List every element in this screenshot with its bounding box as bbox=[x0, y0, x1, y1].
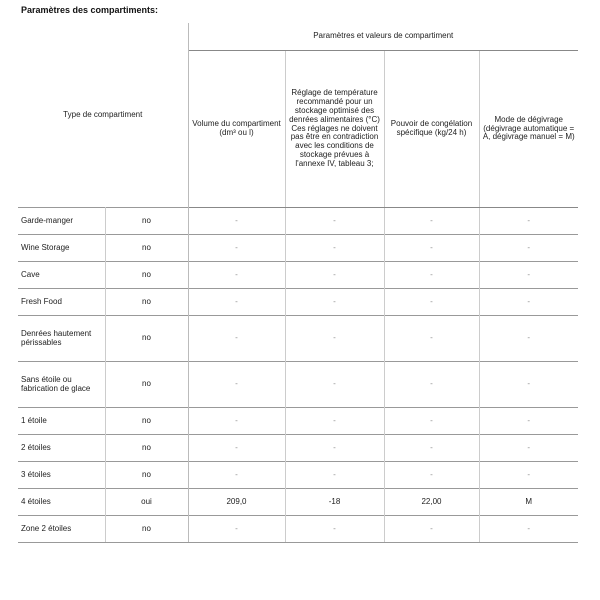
temperature-value: - bbox=[285, 289, 384, 316]
header-row-group bbox=[18, 23, 578, 51]
defrost-mode-value: - bbox=[479, 316, 578, 362]
compartment-name: Zone 2 étoiles bbox=[18, 516, 105, 543]
table-row bbox=[18, 262, 578, 289]
volume-value: - bbox=[188, 316, 285, 362]
freezing-capacity-value: - bbox=[384, 289, 479, 316]
compartment-name: Cave bbox=[18, 262, 105, 289]
compartment-name: 2 étoiles bbox=[18, 435, 105, 462]
volume-value: 209,0 bbox=[188, 489, 285, 516]
table-row bbox=[18, 516, 578, 543]
compartment-presence: no bbox=[105, 208, 188, 235]
defrost-mode-value: - bbox=[479, 516, 578, 543]
temperature-value: - bbox=[285, 208, 384, 235]
freezing-capacity-value: - bbox=[384, 516, 479, 543]
compartment-presence: oui bbox=[105, 489, 188, 516]
volume-value: - bbox=[188, 462, 285, 489]
temperature-value: - bbox=[285, 516, 384, 543]
defrost-mode-value: - bbox=[479, 235, 578, 262]
temperature-value: - bbox=[285, 462, 384, 489]
table-row bbox=[18, 435, 578, 462]
table-row bbox=[18, 489, 578, 516]
column-header-defrost-mode: Mode de dégivrage (dégivrage automatique = A, dégivrage manuel = M) bbox=[479, 51, 578, 208]
temperature-value: - bbox=[285, 316, 384, 362]
compartment-name: 3 étoiles bbox=[18, 462, 105, 489]
defrost-mode-value: M bbox=[479, 489, 578, 516]
defrost-mode-value: - bbox=[479, 208, 578, 235]
table-row bbox=[18, 289, 578, 316]
table-row bbox=[18, 462, 578, 489]
volume-value: - bbox=[188, 362, 285, 408]
temperature-value: - bbox=[285, 262, 384, 289]
temperature-value: - bbox=[285, 408, 384, 435]
compartment-presence: no bbox=[105, 408, 188, 435]
freezing-capacity-value: 22,00 bbox=[384, 489, 479, 516]
compartment-name: 4 étoiles bbox=[18, 489, 105, 516]
page-title: Paramètres des compartiments: bbox=[21, 5, 159, 15]
compartment-name: Sans étoile ou fabrication de glace bbox=[18, 362, 105, 408]
temperature-value: - bbox=[285, 362, 384, 408]
defrost-mode-value: - bbox=[479, 435, 578, 462]
defrost-mode-value: - bbox=[479, 262, 578, 289]
compartment-presence: no bbox=[105, 262, 188, 289]
freezing-capacity-value: - bbox=[384, 235, 479, 262]
volume-value: - bbox=[188, 208, 285, 235]
defrost-mode-value: - bbox=[479, 462, 578, 489]
compartment-name: Fresh Food bbox=[18, 289, 105, 316]
defrost-mode-value: - bbox=[479, 289, 578, 316]
volume-value: - bbox=[188, 435, 285, 462]
temperature-value: - bbox=[285, 435, 384, 462]
compartment-presence: no bbox=[105, 516, 188, 543]
column-header-freezing-capacity: Pouvoir de congélation spécifique (kg/24 h) bbox=[384, 51, 479, 208]
freezing-capacity-value: - bbox=[384, 462, 479, 489]
column-header-temperature: Réglage de température recommandé pour un stockage optimisé des denrées alimentaires (°C) Ces réglages ne doivent pas être en contradiction avec les conditions de stockage prévues à l'annexe IV, tableau 3; bbox=[285, 51, 384, 208]
freezing-capacity-value: - bbox=[384, 262, 479, 289]
compartment-name: Denrées hautement périssables bbox=[18, 316, 105, 362]
freezing-capacity-value: - bbox=[384, 362, 479, 408]
parameters-group-header: Paramètres et valeurs de compartiment bbox=[188, 23, 578, 51]
compartment-presence: no bbox=[105, 462, 188, 489]
freezing-capacity-value: - bbox=[384, 408, 479, 435]
compartment-presence: no bbox=[105, 289, 188, 316]
compartment-type-header: Type de compartiment bbox=[18, 23, 188, 208]
volume-value: - bbox=[188, 262, 285, 289]
table-row bbox=[18, 362, 578, 408]
volume-value: - bbox=[188, 289, 285, 316]
compartment-presence: no bbox=[105, 316, 188, 362]
compartment-name: Wine Storage bbox=[18, 235, 105, 262]
table-row bbox=[18, 235, 578, 262]
compartment-presence: no bbox=[105, 435, 188, 462]
column-header-volume: Volume du compartiment (dm³ ou l) bbox=[188, 51, 285, 208]
freezing-capacity-value: - bbox=[384, 316, 479, 362]
table-row bbox=[18, 316, 578, 362]
compartment-presence: no bbox=[105, 362, 188, 408]
compartment-name: 1 étoile bbox=[18, 408, 105, 435]
temperature-value: - bbox=[285, 235, 384, 262]
defrost-mode-value: - bbox=[479, 408, 578, 435]
table-row bbox=[18, 408, 578, 435]
table-row bbox=[18, 208, 578, 235]
volume-value: - bbox=[188, 235, 285, 262]
volume-value: - bbox=[188, 516, 285, 543]
temperature-value: -18 bbox=[285, 489, 384, 516]
freezing-capacity-value: - bbox=[384, 435, 479, 462]
compartment-name: Garde-manger bbox=[18, 208, 105, 235]
volume-value: - bbox=[188, 408, 285, 435]
freezing-capacity-value: - bbox=[384, 208, 479, 235]
compartment-presence: no bbox=[105, 235, 188, 262]
defrost-mode-value: - bbox=[479, 362, 578, 408]
compartment-parameters-table bbox=[18, 23, 578, 543]
